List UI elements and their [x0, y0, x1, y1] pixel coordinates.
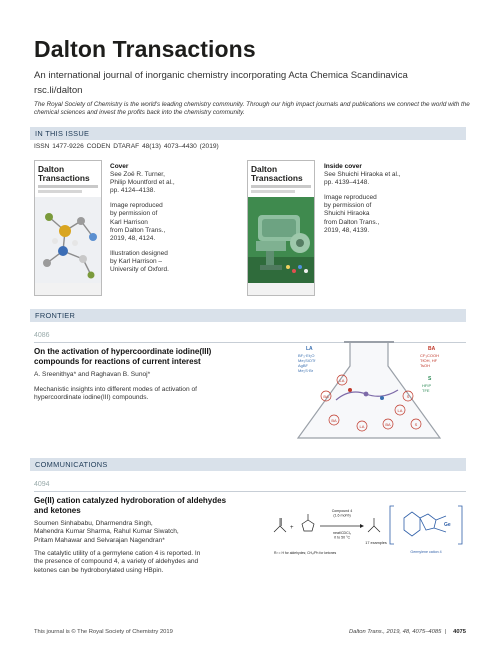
cover-credit-line: Karl Harrison: [110, 218, 148, 226]
cover-heading: Cover: [110, 163, 129, 170]
section-label: COMMUNICATIONS: [35, 460, 108, 469]
bubble-label: BA: [331, 418, 337, 423]
journal-title: Dalton Transactions: [34, 36, 256, 62]
hydroboration-scheme-graphic: [268, 498, 468, 560]
molecule-atom: [348, 388, 352, 392]
abstract-line: Mechanistic insights into different modes of activation of: [34, 386, 197, 393]
bond: [434, 528, 446, 532]
cover-text-line: [38, 185, 98, 188]
cover-credit-line: Image reproduced: [324, 194, 377, 202]
citation-text: Dalton Trans., 2019, 48, 4075–4085: [348, 629, 442, 635]
cover-reference-line: pp. 4124–4138.: [110, 187, 156, 195]
article-title-line: and ketones: [34, 505, 81, 515]
la-item: Me₃SiOTf: [298, 358, 316, 363]
cover-text-line: [38, 190, 82, 193]
inside-cover-machine-art: [248, 197, 315, 285]
la-label-group: [298, 346, 316, 373]
ba-item: TsOH: [420, 363, 430, 368]
abstract-line: the presence of compound 4, a variety of aldehydes and: [34, 558, 199, 566]
cover-design-line: University of Oxford.: [110, 266, 169, 274]
article-title-line: compounds for reactions of current interest: [34, 356, 201, 366]
bond: [436, 516, 446, 520]
article-abstract: [34, 386, 274, 403]
germylene-cation: [390, 506, 462, 554]
inside-cover-image[interactable]: [247, 160, 315, 296]
s-item: HFIP: [422, 383, 432, 388]
cover-reference-line: pp. 4139–4148.: [324, 179, 370, 187]
la-item: AgBF: [298, 363, 309, 368]
ba-item: TfOH, HF: [420, 358, 438, 363]
article-title[interactable]: [34, 496, 264, 515]
hbpin-ring: [302, 514, 314, 531]
article-title-line: On the activation of hypercoordinate iodine(III): [34, 347, 212, 356]
article-title[interactable]: [34, 347, 274, 366]
author-line: Pritam Mahawar and Selvarajan Nagendran*: [34, 536, 165, 544]
cover-reference: [324, 171, 454, 187]
ba-label: BA: [428, 346, 436, 352]
cover-journal-name: Dalton Transactions: [38, 164, 90, 183]
la-item: Me₂S·Br: [298, 368, 314, 373]
cover-image[interactable]: [34, 160, 102, 296]
cover-credit-line: from Dalton Trans.,: [324, 218, 380, 226]
bubble-label: BA: [323, 394, 329, 399]
article-authors: [34, 520, 264, 545]
cover-text-line: [251, 185, 311, 188]
ge-atom-label: Ge: [444, 522, 451, 528]
author-line: Soumen Sinhababu, Dharmendra Singh,: [34, 520, 153, 527]
citation-footer: Dalton Trans., 2019, 48, 4075–4085 | 4075: [348, 629, 466, 635]
condition-text: (1.6 mol%): [333, 513, 351, 518]
cation-label: Germylene cation 4: [410, 550, 442, 554]
cover-credit-line: from Dalton Trans.,: [110, 226, 166, 234]
cover-heading: Inside cover: [324, 163, 362, 170]
examples-text: 17 examples: [365, 541, 387, 545]
s-label: S: [428, 376, 432, 382]
article-title-line: Ge(II) cation catalyzed hydroboration of aldehydes: [34, 496, 227, 505]
article-page-number: 4086: [34, 332, 50, 339]
substrate-carbonyl: [274, 518, 286, 532]
bubble-label: LA: [397, 408, 403, 413]
section-label: IN THIS ISSUE: [35, 129, 90, 138]
condition-text: neat/CDCl₃: [332, 531, 352, 535]
article-page-number: 4094: [34, 481, 50, 488]
cover-design-line: Illustration designed: [110, 249, 168, 257]
s-label-group: [422, 376, 432, 393]
bubble-label: LA: [339, 378, 345, 383]
inside-cover-caption: [324, 163, 454, 242]
cover-design-line: by Karl Harrison –: [110, 257, 163, 265]
journal-url[interactable]: rsc.li/dalton: [34, 85, 83, 96]
frontier-flask-graphic: [276, 340, 466, 442]
bubble-label: LA: [359, 424, 365, 429]
journal-subtitle: An international journal of inorganic chemistry incorporating Acta Chemica Scandinavica: [34, 70, 408, 81]
cover-credit-line: by permission of: [110, 210, 158, 218]
condition-text: rt to 50 °C: [333, 535, 351, 540]
rsc-blurb: The Royal Society of Chemistry is the world's leading chemistry community. Through our high impact journals and publications we connect the world with the chemical sciences and invest the profits back into the chemistry community.: [34, 101, 470, 117]
product-boronate: [368, 518, 380, 532]
cover-credit: [324, 194, 454, 234]
ba-label-group: [420, 346, 439, 368]
bubble-label: S: [414, 422, 418, 427]
ring: [420, 514, 436, 530]
article-abstract: [34, 550, 270, 575]
la-item: BF₃·Et₂O: [298, 353, 315, 358]
cover-molecule-art: [35, 197, 102, 285]
cover-reference-line: Philip Mountford et al.,: [110, 179, 175, 187]
cover-credit-line: 2019, 48, 4124.: [110, 234, 156, 242]
cover-journal-name: Dalton Transactions: [251, 164, 303, 183]
ba-item: CF₃COOH: [420, 353, 439, 358]
cover-credit-line: Image reproduced: [110, 202, 163, 210]
molecule-atom: [380, 396, 384, 400]
abstract-line: ketones can be hydroborylated using HBpin.: [34, 566, 164, 574]
cover-credit-line: 2019, 48, 4139.: [324, 226, 370, 234]
cover-footer: [248, 283, 315, 295]
cover-reference: [110, 171, 230, 195]
molecule-atom: [364, 392, 369, 397]
arrow-head: [360, 524, 364, 528]
condition-text: Compound 4: [331, 509, 353, 513]
r-group-note: R² = H for aldehydes; CH₃/Ph for ketones: [274, 551, 337, 555]
plus-sign: +: [290, 525, 294, 531]
section-band-frontier: [30, 309, 466, 322]
bubble-label: BA: [385, 422, 391, 427]
bracket-left: [390, 506, 394, 544]
cover-reference-line: See Zoë R. Turner,: [110, 171, 165, 179]
section-band-in-this-issue: [30, 127, 466, 140]
bubble-label: S: [406, 394, 410, 399]
la-label: LA: [306, 346, 313, 352]
cover-design-credit: [110, 250, 230, 274]
page-number: 4075: [453, 629, 466, 635]
ring: [404, 512, 420, 536]
cover-footer: [35, 283, 102, 295]
article-authors: A. Sreenithya* and Raghavan B. Sunoj*: [34, 371, 151, 378]
copyright-footer: This journal is © The Royal Society of Chemistry 2019: [34, 629, 173, 635]
cover-reference-line: See Shuichi Hiraoka et al.,: [324, 171, 401, 179]
cover-credit-line: Shuichi Hiraoka: [324, 210, 370, 218]
issn-line: ISSN 1477-9226 CODEN DTARAF 48(13) 4073–4430 (2019): [34, 143, 219, 150]
abstract-line: The catalytic utility of a germylene cation 4 is reported. In: [34, 550, 201, 557]
s-item: TFE: [422, 388, 430, 393]
author-line: Mahendra Kumar Sharma, Rahul Kumar Siwatch,: [34, 528, 179, 536]
flask-outline: [298, 342, 440, 438]
cover-credit: [110, 202, 230, 242]
cover-caption: [110, 163, 230, 281]
article-rule: [34, 491, 466, 492]
cover-text-line: [251, 190, 295, 193]
section-band-communications: [30, 458, 466, 471]
bracket-right: [458, 506, 462, 544]
cover-credit-line: by permission of: [324, 202, 372, 210]
section-label: FRONTIER: [35, 311, 76, 320]
abstract-line: hypercoordinate iodine(III) compounds.: [34, 394, 149, 402]
